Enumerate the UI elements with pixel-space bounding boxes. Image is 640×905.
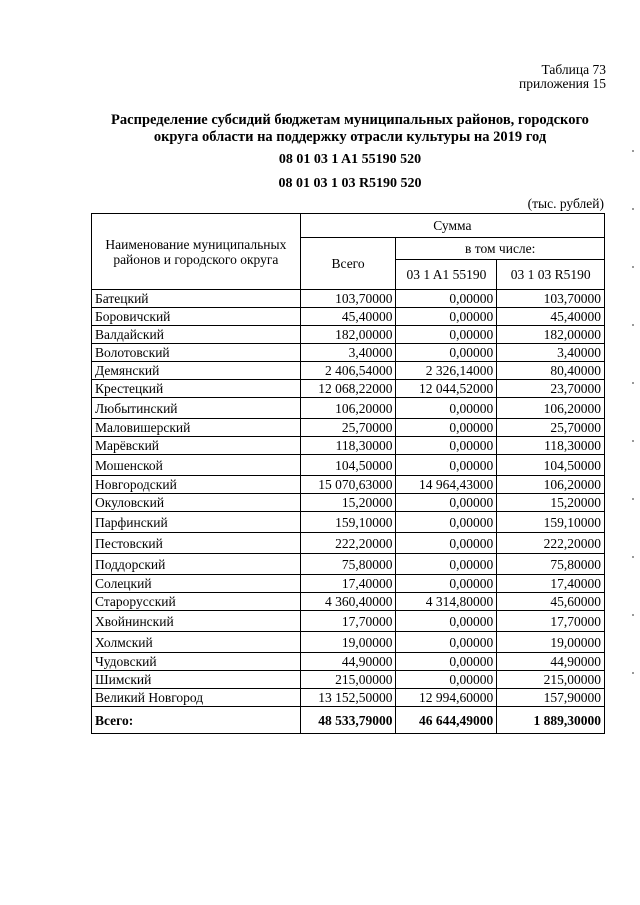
amount-r5190: 182,00000 [497,326,605,344]
amount-r5190: 17,70000 [497,611,605,632]
table-row [92,533,605,554]
column-header-sum: Сумма [300,214,604,238]
scan-edge-marks [632,150,636,770]
district-name: Новгородский [92,476,301,494]
amount-a1: 0,00000 [396,653,497,671]
district-name: Чудовский [92,653,301,671]
table-row [92,290,605,308]
amount-a1: 0,00000 [396,671,497,689]
table-row [92,653,605,671]
amount-a1: 0,00000 [396,494,497,512]
amount-a1: 12 044,52000 [396,380,497,398]
amount-r5190: 25,70000 [497,419,605,437]
district-name: Боровичский [92,308,301,326]
district-name: Крестецкий [92,380,301,398]
column-header-total: Всего [300,238,396,290]
amount-total: 19,00000 [300,632,396,653]
amount-r5190: 222,20000 [497,533,605,554]
amount-r5190: 106,20000 [497,476,605,494]
amount-r5190: 80,40000 [497,362,605,380]
table-row [92,632,605,653]
document-title [60,112,640,146]
amount-total: 215,00000 [300,671,396,689]
amount-total: 17,70000 [300,611,396,632]
amount-a1: 4 314,80000 [396,593,497,611]
amount-total: 44,90000 [300,653,396,671]
amount-total: 182,00000 [300,326,396,344]
table-row [92,494,605,512]
table-row [92,455,605,476]
district-name: Мошенской [92,455,301,476]
district-name: Пестовский [92,533,301,554]
amount-a1: 14 964,43000 [396,476,497,494]
amount-a1: 0,00000 [396,611,497,632]
grand-total-r5190: 1 889,30000 [497,707,605,734]
amount-total: 12 068,22000 [300,380,396,398]
amount-r5190: 17,40000 [497,575,605,593]
table-row [92,476,605,494]
amount-a1: 12 994,60000 [396,689,497,707]
district-name: Холмский [92,632,301,653]
amount-a1: 0,00000 [396,419,497,437]
units-label: (тыс. рублей) [527,196,604,211]
amount-a1: 0,00000 [396,455,497,476]
column-header-including: в том числе: [396,238,605,260]
title-line-2: округа области на поддержку отрасли культуры на 2019 год [153,129,547,145]
amount-r5190: 103,70000 [497,290,605,308]
grand-total-label: Всего: [92,707,301,734]
column-header-a1: 03 1 A1 55190 [396,260,497,290]
district-name: Парфинский [92,512,301,533]
amount-r5190: 3,40000 [497,344,605,362]
amount-total: 104,50000 [300,455,396,476]
district-name: Хвойнинский [92,611,301,632]
amount-r5190: 215,00000 [497,671,605,689]
table-row [92,593,605,611]
table-row [92,512,605,533]
amount-total: 2 406,54000 [300,362,396,380]
column-header-name-line-2: районов и городского округа [113,251,279,267]
budget-code-1: 08 01 03 1 A1 55190 520 [278,152,422,167]
amount-total: 45,40000 [300,308,396,326]
table-row [92,380,605,398]
amount-total: 15,20000 [300,494,396,512]
amount-total: 75,80000 [300,554,396,575]
amount-r5190: 75,80000 [497,554,605,575]
table-row [92,419,605,437]
amount-a1: 0,00000 [396,554,497,575]
amount-r5190: 23,70000 [497,380,605,398]
amount-r5190: 19,00000 [497,632,605,653]
amount-a1: 0,00000 [396,512,497,533]
district-name: Батецкий [92,290,301,308]
amount-total: 4 360,40000 [300,593,396,611]
amount-a1: 0,00000 [396,398,497,419]
amount-total: 3,40000 [300,344,396,362]
table-row [92,611,605,632]
table-row [92,671,605,689]
district-name: Старорусский [92,593,301,611]
district-name: Маловишерский [92,419,301,437]
amount-a1: 2 326,14000 [396,362,497,380]
table-body [92,290,605,707]
amount-a1: 0,00000 [396,437,497,455]
amount-a1: 0,00000 [396,308,497,326]
table-row [92,362,605,380]
amount-r5190: 104,50000 [497,455,605,476]
table-number: Таблица 73 [541,62,606,77]
table-row [92,398,605,419]
table-row [92,554,605,575]
table-row [92,326,605,344]
amount-a1: 0,00000 [396,575,497,593]
table-row [92,437,605,455]
district-name: Демянский [92,362,301,380]
amount-r5190: 106,20000 [497,398,605,419]
district-name: Волотовский [92,344,301,362]
amount-a1: 0,00000 [396,290,497,308]
district-name: Марёвский [92,437,301,455]
amount-a1: 0,00000 [396,326,497,344]
amount-total: 103,70000 [300,290,396,308]
appendix-number: приложения 15 [518,76,606,91]
amount-total: 25,70000 [300,419,396,437]
district-name: Солецкий [92,575,301,593]
budget-code-2: 08 01 03 1 03 R5190 520 [278,176,422,191]
column-header-r5190: 03 1 03 R5190 [497,260,605,290]
amount-total: 118,30000 [300,437,396,455]
amount-r5190: 15,20000 [497,494,605,512]
district-name: Валдайский [92,326,301,344]
amount-a1: 0,00000 [396,632,497,653]
subsidy-table [91,213,605,734]
district-name: Великий Новгород [92,689,301,707]
table-row [92,344,605,362]
amount-r5190: 45,60000 [497,593,605,611]
amount-r5190: 159,10000 [497,512,605,533]
amount-total: 13 152,50000 [300,689,396,707]
title-line-1: Распределение субсидий бюджетам муниципальных районов, городского [111,112,589,128]
district-name: Окуловский [92,494,301,512]
amount-r5190: 157,90000 [497,689,605,707]
district-name: Шимский [92,671,301,689]
district-name: Любытинский [92,398,301,419]
table-row [92,689,605,707]
amount-a1: 0,00000 [396,533,497,554]
amount-r5190: 45,40000 [497,308,605,326]
grand-total-all: 48 533,79000 [300,707,396,734]
grand-total-row [92,707,605,734]
table-row [92,308,605,326]
amount-total: 222,20000 [300,533,396,554]
table-reference [519,63,606,91]
amount-r5190: 44,90000 [497,653,605,671]
amount-r5190: 118,30000 [497,437,605,455]
table-row [92,575,605,593]
amount-total: 15 070,63000 [300,476,396,494]
amount-a1: 0,00000 [396,344,497,362]
amount-total: 159,10000 [300,512,396,533]
grand-total-a1: 46 644,49000 [396,707,497,734]
amount-total: 17,40000 [300,575,396,593]
column-header-name-line-1: Наименование муниципальных [105,236,287,252]
column-header-name [92,214,301,290]
district-name: Поддорский [92,554,301,575]
amount-total: 106,20000 [300,398,396,419]
